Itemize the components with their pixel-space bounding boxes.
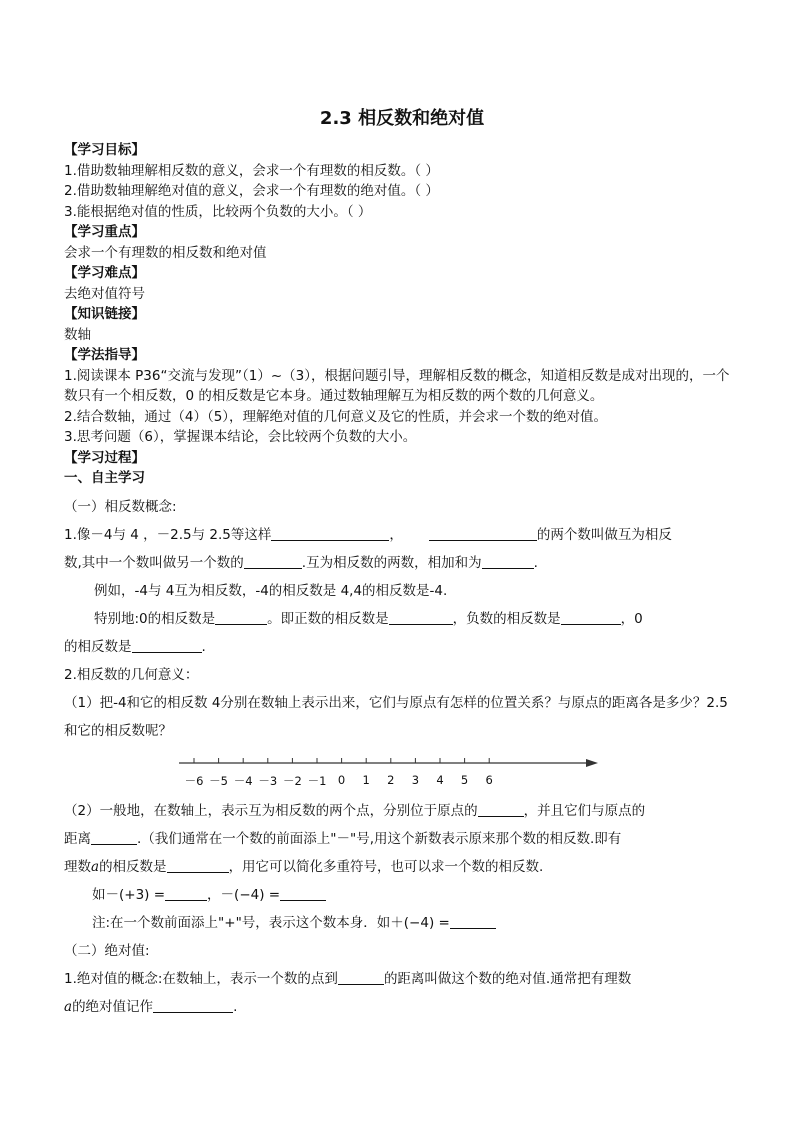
- q1-text-b: ，: [389, 526, 403, 543]
- note-blank-1[interactable]: [450, 913, 496, 929]
- question-2-1: （1）把-4和它的相反数 4分别在数轴上表示出来，它们与原点有怎样的位置关系？与原点的距离各是多少？2.5和它的相反数呢？: [64, 694, 728, 739]
- key-heading: 【学习重点】: [64, 224, 145, 240]
- special-case: [64, 605, 740, 633]
- axis-tick-label: 2: [387, 772, 395, 787]
- goal-item-1: 1.借助数轴理解相反数的意义，会求一个有理数的相反数。（ ）: [64, 162, 439, 179]
- number-line-svg: [174, 751, 604, 773]
- q1-text-c: 的两个数叫做互为相反: [536, 526, 672, 543]
- question-1: [64, 521, 740, 549]
- abs-blank-2[interactable]: [153, 997, 233, 1013]
- subsection-opposite: （一）相反数概念:: [64, 498, 177, 515]
- link-heading: 【知识链接】: [64, 306, 145, 322]
- q1-text-e: .互为相反数的两数，相加和为: [301, 554, 482, 571]
- axis-tick-label: －2: [282, 773, 302, 788]
- question-2-2: [64, 797, 740, 825]
- note-plus-sign: [64, 909, 740, 937]
- example-2: [64, 881, 740, 909]
- question-2-2-cont2: [64, 853, 740, 881]
- part-one-heading: 一、自主学习: [64, 470, 145, 486]
- q1-text-f: .: [533, 554, 538, 571]
- number-line: [64, 751, 740, 789]
- link-text: 数轴: [64, 326, 91, 343]
- ex2-blank-2[interactable]: [280, 885, 326, 901]
- special-text-e: 的相反数是: [64, 638, 132, 655]
- question-2-2-cont: [64, 825, 740, 853]
- abs-text-a: 1.绝对值的概念:在数轴上，表示一个数的点到: [64, 970, 338, 987]
- special-blank-3[interactable]: [561, 609, 621, 625]
- q22-blank-1[interactable]: [478, 801, 524, 817]
- q1-blank-4[interactable]: [482, 553, 534, 569]
- ex2-text-a: 如－(+3) =: [92, 886, 166, 903]
- difficulty-text: 去绝对值符号: [64, 285, 145, 302]
- q22-text-g: ，用它可以简化多重符号，也可以求一个数的相反数.: [228, 858, 544, 875]
- special-text-a: 特别地:0的相反数是: [94, 610, 216, 627]
- special-text-b: 。即正数的相反数是: [267, 610, 389, 627]
- axis-tick-label: 5: [460, 772, 469, 787]
- special-blank-4[interactable]: [132, 637, 202, 653]
- variable-a: a: [91, 858, 100, 875]
- special-text-f: .: [201, 638, 206, 655]
- ex2-text-b: ，－(−4) =: [207, 886, 281, 903]
- axis-tick-label: 0: [337, 772, 346, 787]
- q22-text-d: .（我们通常在一个数的前面添上"－"号,用这个新数表示原来那个数的相反数.即有: [137, 830, 622, 847]
- special-case-cont: [64, 633, 740, 661]
- q22-blank-2[interactable]: [91, 829, 137, 845]
- abs-blank-1[interactable]: [338, 969, 384, 985]
- goal-heading: 【学习目标】: [64, 142, 145, 158]
- process-heading: 【学习过程】: [64, 449, 145, 466]
- subsection-absolute: （二）绝对值:: [64, 942, 150, 959]
- worksheet-page: [64, 104, 740, 1021]
- axis-tick-label: －6: [184, 773, 204, 788]
- abs-text-c: 的绝对值记作: [72, 998, 154, 1015]
- guide-item-1: 1.阅读课本 P36“交流与发现”（1）~（3），根据问题引导，理解相反数的概念，知道相反数是成对出现的，一个数只有一个相反数，0 的相反数是它本身。通过数轴理解互为相反数的两个数的几何意义。: [64, 367, 730, 404]
- guide-item-3: 3.思考问题（6），掌握课本结论，会比较两个负数的大小。: [64, 429, 417, 445]
- guide-heading: 【学法指导】: [64, 347, 145, 363]
- axis-tick-label: 4: [436, 772, 444, 787]
- variable-a-abs: a: [64, 998, 73, 1015]
- q1-text-d: 数,其中一个数叫做另一个数的: [64, 554, 244, 571]
- axis-tick-label: －1: [307, 773, 327, 788]
- axis-tick-label: 1: [362, 772, 370, 787]
- q1-text-a: 1.像－4与 4 ，－2.5与 2.5等这样: [64, 526, 272, 543]
- abs-text-d: .: [233, 998, 238, 1015]
- axis-tick-label: －4: [233, 773, 253, 788]
- guide-item-2: 2.结合数轴，通过（4）（5），理解绝对值的几何意义及它的性质，并会求一个数的绝对值。: [64, 408, 608, 425]
- question-1-cont: [64, 549, 740, 577]
- special-blank-2[interactable]: [389, 609, 453, 625]
- absolute-definition: [64, 965, 740, 993]
- page-title: 2.3 相反数和绝对值: [319, 108, 485, 129]
- goal-item-3: 3.能根据绝对值的性质，比较两个负数的大小。（ ）: [64, 203, 372, 220]
- question-2: 2.相反数的几何意义：: [64, 666, 199, 683]
- key-text: 会求一个有理数的相反数和绝对值: [64, 244, 267, 261]
- difficulty-heading: 【学习难点】: [64, 265, 145, 281]
- ex2-blank-1[interactable]: [165, 885, 207, 901]
- q1-blank-1[interactable]: [271, 525, 389, 541]
- q22-text-e: 理数: [64, 858, 91, 875]
- q22-blank-3[interactable]: [167, 857, 229, 873]
- note-text-a: 注:在一个数前面添上"+"号，表示这个数本身．如＋(−4) =: [92, 914, 450, 931]
- example-text: 例如，-4与 4互为相反数，-4的相反数是 4,4的相反数是-4.: [94, 582, 448, 599]
- axis-tick-label: 3: [411, 772, 420, 787]
- axis-arrow-icon: [586, 759, 598, 767]
- absolute-definition-cont: [64, 993, 740, 1021]
- axis-tick-label: 6: [485, 772, 493, 787]
- q22-text-f: 的相反数是: [99, 858, 167, 875]
- q1-blank-2[interactable]: [429, 525, 537, 541]
- abs-text-b: 的距离叫做这个数的绝对值.通常把有理数: [383, 970, 632, 987]
- axis-tick-label: －5: [209, 773, 229, 788]
- axis-tick-label: －3: [258, 773, 278, 788]
- special-blank-1[interactable]: [215, 609, 267, 625]
- q22-text-c: 距离: [64, 830, 91, 847]
- q1-blank-3[interactable]: [244, 553, 302, 569]
- q22-text-a: （2）一般地，在数轴上，表示互为相反数的两个点，分别位于原点的: [64, 802, 478, 819]
- special-text-c: ，负数的相反数是: [452, 610, 561, 627]
- special-text-d: ，0: [620, 610, 643, 627]
- q22-text-b: ，并且它们与原点的: [523, 802, 646, 819]
- goal-item-2: 2.借助数轴理解绝对值的意义，会求一个有理数的绝对值。（ ）: [64, 183, 439, 199]
